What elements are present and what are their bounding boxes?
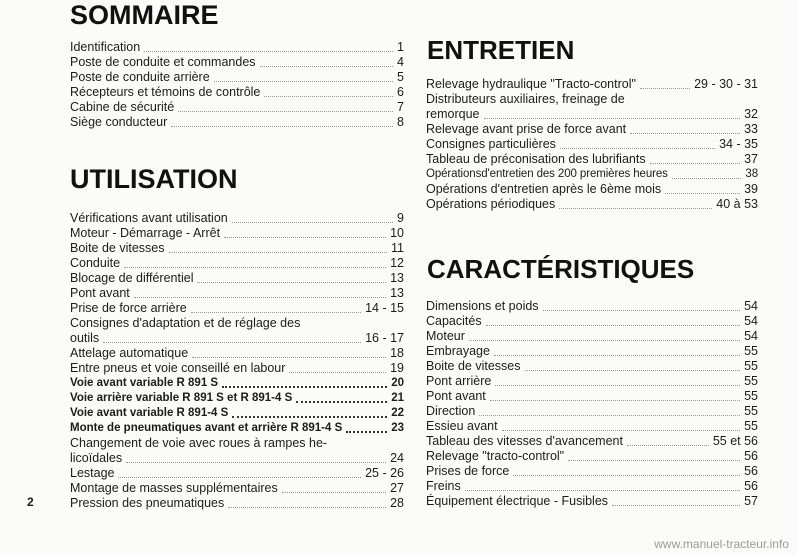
toc-entry-label: Récepteurs et témoins de contrôle — [70, 85, 261, 99]
dot-leader — [490, 399, 740, 401]
toc-entry — [70, 406, 404, 421]
toc-entry — [70, 241, 404, 256]
toc-entry-label: Distributeurs auxiliaires, freinage de — [426, 92, 625, 106]
toc-entry — [426, 137, 758, 152]
toc-entry-page: 39 — [744, 182, 758, 196]
toc-entry-page: 27 — [390, 481, 404, 495]
watermark-url: www.manuel-tracteur.info — [654, 537, 789, 551]
toc-entry — [426, 464, 758, 479]
toc-entry-label: Voie avant variable R 891 S — [70, 377, 219, 389]
dot-leader — [169, 251, 388, 253]
toc-entry — [426, 359, 758, 374]
toc-entry — [70, 481, 404, 496]
toc-entry-page: 29 - 30 - 31 — [694, 77, 758, 91]
toc-entry — [426, 449, 758, 464]
dot-leader — [124, 266, 386, 268]
toc-entry-page: 55 — [744, 374, 758, 388]
toc-entry — [426, 122, 758, 137]
toc-entry — [70, 211, 404, 226]
dot-leader — [214, 80, 393, 82]
toc-entry-label: Prise de force arrière — [70, 301, 187, 315]
toc-entry — [70, 286, 404, 301]
toc-entry-page: 56 — [744, 449, 758, 463]
toc-entry-label: Entre pneus et voie conseillé en labour — [70, 361, 286, 375]
toc-entry — [70, 466, 404, 481]
toc-entry-label: Poste de conduite arrière — [70, 70, 210, 84]
dot-leader — [479, 414, 740, 416]
toc-entry-page: 55 — [744, 389, 758, 403]
dot-leader — [650, 162, 741, 164]
toc-entry-label: licoïdales — [70, 451, 123, 465]
dot-leader — [197, 281, 386, 283]
toc-entry-page: 6 — [397, 85, 404, 99]
toc-entry-page: 8 — [397, 115, 404, 129]
dot-leader — [296, 400, 387, 403]
toc-entry-page: 5 — [397, 70, 404, 84]
toc-entry — [70, 301, 404, 316]
dot-leader — [525, 369, 741, 371]
dot-leader — [502, 429, 741, 431]
dot-leader — [126, 461, 386, 463]
toc-entry — [426, 182, 758, 197]
dot-leader — [494, 354, 740, 356]
dot-leader — [282, 491, 386, 493]
toc-entry-label: Relevage avant prise de force avant — [426, 122, 627, 136]
toc-entry-label: Tableau des vitesses d'avancement — [426, 434, 623, 448]
toc-entry-label: Consignes particulières — [426, 137, 556, 151]
toc-entry-label: Direction — [426, 404, 476, 418]
toc-entry-page: 55 — [744, 419, 758, 433]
heading-entretien: ENTRETIEN — [427, 35, 575, 65]
toc-entry-label: Vérifications avant utilisation — [70, 211, 228, 225]
dot-leader — [232, 221, 393, 223]
toc-entry-label: Pont avant — [70, 286, 130, 300]
toc-entry — [70, 451, 404, 466]
toc-entry-label: Attelage automatique — [70, 346, 189, 360]
toc-entry — [426, 494, 758, 509]
dot-leader — [465, 489, 740, 491]
toc-entry — [70, 100, 404, 115]
toc-entry-label: Conduite — [70, 256, 121, 270]
toc-entry — [426, 329, 758, 344]
dot-leader — [264, 95, 393, 97]
toc-entry-page: 55 — [744, 344, 758, 358]
dot-leader — [289, 371, 386, 373]
toc-entry-label: Prises de force — [426, 464, 510, 478]
page-number: 2 — [27, 495, 34, 509]
toc-entry-label: Relevage "tracto-control" — [426, 449, 565, 463]
dot-leader — [627, 444, 709, 446]
toc-list-caracteristiques — [426, 299, 758, 509]
toc-entry — [426, 167, 758, 182]
toc-entry-label: Consignes d'adaptation et de réglage des — [70, 316, 301, 330]
toc-entry — [426, 374, 758, 389]
toc-entry-label: Relevage hydraulique "Tracto-control" — [426, 77, 636, 91]
dot-leader — [672, 177, 742, 179]
toc-entry-page: 9 — [397, 211, 404, 225]
toc-entry-label: Poste de conduite et commandes — [70, 55, 256, 69]
dot-leader — [222, 385, 387, 388]
heading-caracteristiques: CARACTÉRISTIQUES — [427, 254, 695, 284]
toc-entry-page: 33 — [744, 122, 758, 136]
dot-leader — [178, 110, 393, 112]
toc-entry-label: Blocage de différentiel — [70, 271, 194, 285]
toc-entry-page: 22 — [391, 407, 404, 419]
toc-entry — [70, 496, 404, 511]
toc-entry — [70, 376, 404, 391]
heading-utilisation: UTILISATION — [70, 164, 238, 194]
toc-entry — [426, 197, 758, 212]
toc-entry-page: 24 — [390, 451, 404, 465]
toc-entry — [70, 256, 404, 271]
dot-leader — [118, 476, 361, 478]
toc-entry-label: Moteur - Démarrage - Arrêt — [70, 226, 221, 240]
dot-leader — [232, 415, 387, 418]
toc-entry — [426, 92, 758, 107]
heading-sommaire: SOMMAIRE — [70, 0, 219, 30]
toc-entry-label: Voie arrière variable R 891 S et R 891-4 S — [70, 392, 293, 404]
toc-entry-page: 12 — [390, 256, 404, 270]
dot-leader — [665, 192, 740, 194]
toc-entry-label: Embrayage — [426, 344, 490, 358]
toc-entry — [70, 40, 404, 55]
toc-entry-page: 19 — [390, 361, 404, 375]
toc-entry — [70, 361, 404, 376]
toc-entry — [70, 331, 404, 346]
dot-leader — [228, 506, 386, 508]
toc-entry — [426, 107, 758, 122]
toc-entry — [426, 344, 758, 359]
toc-entry-label: Monte de pneumatiques avant et arrière R 891-4 S — [70, 422, 343, 434]
toc-entry — [426, 299, 758, 314]
dot-leader — [560, 147, 715, 149]
toc-entry-label: outils — [70, 331, 100, 345]
dot-leader — [640, 87, 690, 89]
dot-leader — [630, 132, 740, 134]
dot-leader — [568, 459, 740, 461]
toc-entry — [70, 115, 404, 130]
toc-entry — [426, 434, 758, 449]
dot-leader — [346, 430, 387, 433]
toc-entry-page: 34 - 35 — [719, 137, 758, 151]
toc-entry-page: 55 et 56 — [712, 434, 758, 448]
toc-entry-label: Opérationsd'entretien des 200 premières heures — [426, 168, 668, 180]
dot-leader — [144, 50, 393, 52]
toc-entry-label: Opérations d'entretien après le 6ème mois — [426, 182, 662, 196]
toc-entry-page: 23 — [391, 422, 404, 434]
toc-entry-label: Tableau de préconisation des lubrifiants — [426, 152, 646, 166]
toc-entry — [426, 404, 758, 419]
dot-leader — [192, 356, 386, 358]
toc-entry-page: 14 - 15 — [365, 301, 404, 315]
toc-entry-label: Pression des pneumatiques — [70, 496, 225, 510]
dot-leader — [469, 339, 740, 341]
toc-entry — [426, 479, 758, 494]
toc-entry — [426, 77, 758, 92]
toc-entry-label: Lestage — [70, 466, 115, 480]
toc-entry-label: Pont arrière — [426, 374, 492, 388]
toc-entry-label: Siège conducteur — [70, 115, 168, 129]
toc-entry — [70, 316, 404, 331]
toc-entry — [70, 271, 404, 286]
toc-entry — [70, 55, 404, 70]
toc-entry-page: 57 — [744, 494, 758, 508]
dot-leader — [224, 236, 386, 238]
dot-leader — [513, 474, 740, 476]
toc-entry-page: 40 à 53 — [716, 197, 758, 211]
toc-entry-label: Voie avant variable R 891-4 S — [70, 407, 229, 419]
toc-entry-page: 11 — [391, 241, 404, 255]
toc-entry — [70, 436, 404, 451]
toc-entry-page: 28 — [390, 496, 404, 510]
toc-entry-label: Pont avant — [426, 389, 486, 403]
toc-entry-label: Essieu avant — [426, 419, 498, 433]
toc-entry — [70, 226, 404, 241]
toc-entry-page: 54 — [744, 329, 758, 343]
toc-entry-page: 4 — [397, 55, 404, 69]
toc-entry-label: Identification — [70, 40, 141, 54]
toc-entry — [426, 314, 758, 329]
toc-entry-page: 21 — [391, 392, 404, 404]
toc-entry-page: 20 — [391, 377, 404, 389]
toc-entry — [70, 85, 404, 100]
toc-list-entretien — [426, 77, 758, 212]
toc-entry-page: 37 — [744, 152, 758, 166]
toc-entry-page: 55 — [744, 404, 758, 418]
toc-entry-label: remorque — [426, 107, 480, 121]
toc-entry-label: Capacités — [426, 314, 482, 328]
toc-entry — [426, 419, 758, 434]
toc-entry-page: 32 — [744, 107, 758, 121]
toc-entry-label: Changement de voie avec roues à rampes he- — [70, 436, 328, 450]
toc-entry-page: 10 — [390, 226, 404, 240]
dot-leader — [486, 324, 741, 326]
dot-leader — [484, 117, 741, 119]
toc-entry-page: 54 — [744, 299, 758, 313]
dot-leader — [260, 65, 394, 67]
toc-entry — [70, 421, 404, 436]
toc-entry — [70, 391, 404, 406]
toc-entry-label: Boite de vitesses — [426, 359, 521, 373]
toc-entry — [70, 346, 404, 361]
toc-list-utilisation — [70, 211, 404, 511]
toc-entry-page: 56 — [744, 464, 758, 478]
toc-entry-label: Dimensions et poids — [426, 299, 539, 313]
dot-leader — [495, 384, 740, 386]
toc-entry-page: 56 — [744, 479, 758, 493]
toc-entry-label: Cabine de sécurité — [70, 100, 175, 114]
toc-entry-page: 16 - 17 — [365, 331, 404, 345]
dot-leader — [191, 311, 361, 313]
toc-entry-label: Équipement électrique - Fusibles — [426, 494, 609, 508]
toc-entry-label: Opérations périodiques — [426, 197, 556, 211]
toc-entry-page: 18 — [390, 346, 404, 360]
toc-entry-label: Montage de masses supplémentaires — [70, 481, 278, 495]
toc-entry-page: 38 — [745, 168, 758, 180]
toc-entry — [70, 70, 404, 85]
toc-entry-page: 13 — [390, 271, 404, 285]
dot-leader — [103, 341, 361, 343]
dot-leader — [612, 504, 740, 506]
dot-leader — [559, 207, 712, 209]
toc-entry-page: 25 - 26 — [365, 466, 404, 480]
toc-entry-page: 7 — [397, 100, 404, 114]
toc-entry-label: Boite de vitesses — [70, 241, 165, 255]
toc-entry-label: Moteur — [426, 329, 465, 343]
dot-leader — [543, 309, 741, 311]
toc-entry — [426, 389, 758, 404]
toc-entry-page: 55 — [744, 359, 758, 373]
dot-leader — [171, 125, 393, 127]
toc-entry — [426, 152, 758, 167]
toc-list-sommaire — [70, 40, 404, 130]
toc-entry-label: Freins — [426, 479, 461, 493]
toc-entry-page: 1 — [397, 40, 404, 54]
toc-entry-page: 54 — [744, 314, 758, 328]
toc-entry-page: 13 — [390, 286, 404, 300]
dot-leader — [134, 296, 386, 298]
